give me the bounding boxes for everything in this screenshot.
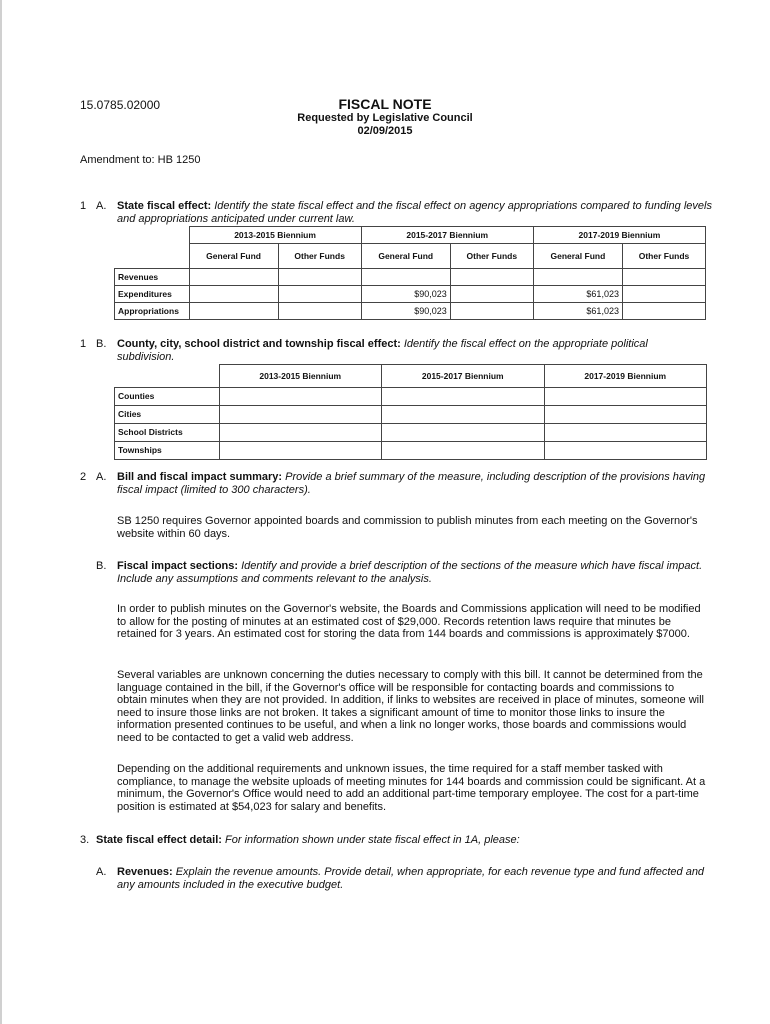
table-cell [450, 286, 533, 303]
section-2b-label: Fiscal impact sections: [117, 560, 239, 572]
row-label: Appropriations [115, 303, 190, 320]
biennium-header: 2017-2019 Biennium [544, 365, 707, 388]
table-cell [544, 441, 707, 459]
local-fiscal-table [114, 364, 707, 460]
section-1a-letter: A. [96, 200, 107, 212]
table-cell: $61,023 [533, 286, 622, 303]
corner-cell [115, 227, 190, 244]
biennium-header: 2013-2015 Biennium [219, 365, 382, 388]
section-3-heading [96, 834, 706, 847]
table-cell: $90,023 [361, 286, 450, 303]
table-cell [382, 387, 545, 405]
table-row [115, 441, 707, 459]
section-2a-letter: A. [96, 471, 107, 483]
section-2a-number: 2 [80, 471, 87, 483]
table-cell [622, 286, 705, 303]
table-cell [382, 405, 545, 423]
section-2a-label: Bill and fiscal impact summary: [117, 471, 283, 483]
table-row [115, 286, 706, 303]
table-cell: $61,023 [533, 303, 622, 320]
section-1b-letter: B. [96, 338, 107, 350]
table-row [115, 405, 707, 423]
section-2b-letter: B. [96, 560, 107, 572]
section-3-number: 3. [80, 834, 90, 846]
section-1a-heading [117, 200, 712, 226]
section-1a-number: 1 [80, 200, 87, 212]
fund-header-row [115, 244, 706, 269]
section-2a-body: SB 1250 requires Governor appointed boards and commission to publish minutes from each meeting on the Governor's website within 60 days. [117, 515, 698, 540]
corner-cell [115, 244, 190, 269]
table-cell [450, 303, 533, 320]
table-row [115, 303, 706, 320]
biennium-header: 2013-2015 Biennium [189, 227, 361, 244]
section-1b-heading [117, 338, 707, 364]
section-3a-heading [117, 866, 707, 892]
section-3-instruction: For information shown under state fiscal effect in 1A, please: [225, 834, 520, 846]
row-label: Counties [115, 387, 220, 405]
biennium-header-row [115, 365, 707, 388]
biennium-header: 2015-2017 Biennium [382, 365, 545, 388]
table-cell [278, 269, 361, 286]
fund-header: Other Funds [450, 244, 533, 269]
section-3-label: State fiscal effect detail: [96, 834, 222, 846]
table-row [115, 423, 707, 441]
table-cell [361, 269, 450, 286]
note-date: 02/09/2015 [357, 125, 413, 137]
section-1a-label: State fiscal effect: [117, 200, 212, 212]
section-2b-paragraph-1: In order to publish minutes on the Governor's website, the Boards and Commissions application will need to be modified to allow for the posting of minutes at an estimated cost of $29,000. Records retention laws require that minutes be retained for 3 years. An estimated cost for storing the data from 144 boards and commissions is approximately $7000. [117, 603, 701, 640]
row-label: Cities [115, 405, 220, 423]
table-row [115, 387, 707, 405]
section-1b-instruction: Identify the fiscal effect on the appropriate political subdivision. [117, 338, 648, 363]
table-cell [544, 387, 707, 405]
table-cell [544, 405, 707, 423]
table-cell [622, 269, 705, 286]
table-cell [622, 303, 705, 320]
page-title: FISCAL NOTE [338, 96, 432, 112]
requested-by: Requested by Legislative Council [297, 112, 473, 124]
table-cell [219, 423, 382, 441]
table-cell [219, 387, 382, 405]
table-cell [278, 303, 361, 320]
section-2b-heading [117, 560, 707, 586]
table-cell [219, 405, 382, 423]
section-1a-instruction: Identify the state fiscal effect and the fiscal effect on agency appropriations compared to funding levels and appropriations anticipated under current law. [117, 200, 712, 225]
row-label: Expenditures [115, 286, 190, 303]
fund-header: Other Funds [622, 244, 705, 269]
section-2a-instruction: Provide a brief summary of the measure, including description of the provisions having fiscal impact (limited to 300 characters). [117, 471, 706, 496]
section-2b-paragraph-3: Depending on the additional requirements and unknown issues, the time required for a staff member tasked with compliance, to manage the website uploads of meeting minutes for 144 boards and commission could be significant. At a minimum, the Governor's Office would need to add an additional part-time temporary employee. The cost for a part-time position is estimated at $54,023 for salary and benefits. [117, 763, 706, 813]
section-1b-number: 1 [80, 338, 87, 350]
table-cell [189, 269, 278, 286]
biennium-header: 2017-2019 Biennium [533, 227, 705, 244]
section-3a-label: Revenues: [117, 866, 173, 878]
amendment-line: Amendment to: HB 1250 [80, 154, 201, 166]
state-fiscal-table [114, 226, 706, 320]
table-cell [544, 423, 707, 441]
table-cell [278, 286, 361, 303]
biennium-header: 2015-2017 Biennium [361, 227, 533, 244]
corner-cell [115, 365, 220, 388]
fund-header: General Fund [533, 244, 622, 269]
table-row [115, 269, 706, 286]
document-number: 15.0785.02000 [80, 98, 161, 112]
page-edge [0, 0, 2, 1024]
section-3a-letter: A. [96, 866, 107, 878]
table-cell: $90,023 [361, 303, 450, 320]
row-label: School Districts [115, 423, 220, 441]
section-2b-paragraph-2: Several variables are unknown concerning the duties necessary to comply with this bill. It cannot be determined from the language contained in the bill, if the Governor's office will be responsible for contacting boards and commissions to obtain minutes when they are not provided. In addition, if links to websites are received in place of minutes, someone will need to insure those links are not broken. It takes a significant amount of time to monitor those links to insure the information presented continues to be useful, and when a link no longer works, those boards and commissions would need to be contacted to get a valid web address. [117, 669, 704, 744]
table-cell [189, 286, 278, 303]
row-label: Revenues [115, 269, 190, 286]
fund-header: Other Funds [278, 244, 361, 269]
table-cell [450, 269, 533, 286]
section-2b-instruction: Identify and provide a brief description of the sections of the measure which have fiscal impact. Include any assumptions and comments relevant to the analysis. [117, 560, 703, 585]
fund-header: General Fund [361, 244, 450, 269]
table-cell [219, 441, 382, 459]
section-1b-label: County, city, school district and township fiscal effect: [117, 338, 401, 350]
table-cell [382, 441, 545, 459]
fund-header: General Fund [189, 244, 278, 269]
section-3a-instruction: Explain the revenue amounts. Provide detail, when appropriate, for each revenue type and fund affected and any amounts included in the executive budget. [117, 866, 705, 891]
title-block [0, 96, 770, 138]
biennium-header-row [115, 227, 706, 244]
table-cell [533, 269, 622, 286]
section-2a-heading [117, 471, 707, 497]
row-label: Townships [115, 441, 220, 459]
table-cell [189, 303, 278, 320]
table-cell [382, 423, 545, 441]
